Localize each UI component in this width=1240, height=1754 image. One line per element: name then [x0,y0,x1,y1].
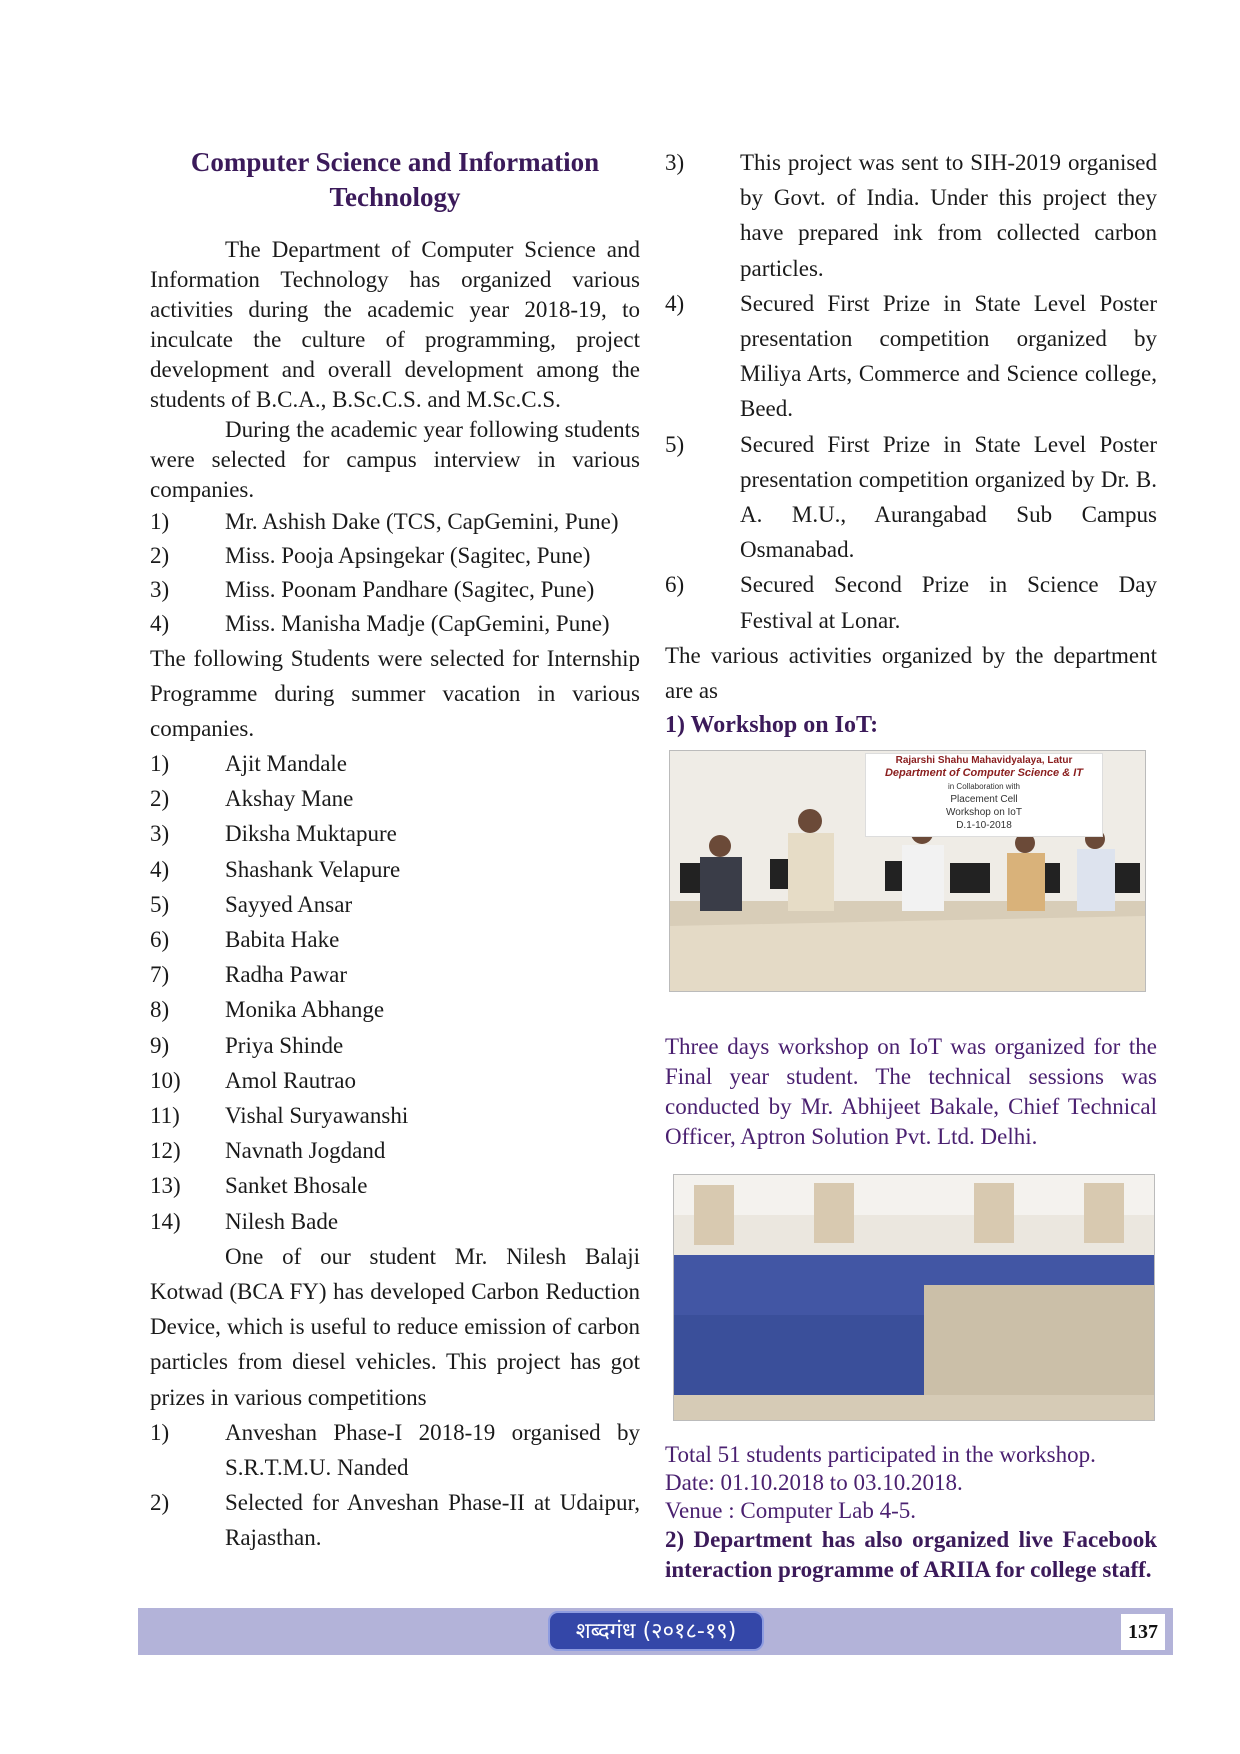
device-paragraph: One of our student Mr. Nilesh Balaji Kotwad (BCA FY) has developed Carbon Reduction Device, which is useful to reduce emission of carbon particles from diesel vehicles. This project has got prizes in various competitions [150,1243,640,1410]
list-item: 6) Babita Hake [150,927,340,953]
students-photo [673,1174,1155,1421]
list-item: 4) Secured First Prize in State Level Poster presentation competition organized by Miliya Arts, Commerce and Science college, Beed. [665,290,1157,422]
participants-text: Total 51 students participated in the workshop. [665,1441,1096,1467]
prize-list-left [150,1415,640,1555]
section-title: Computer Science and Information Technology [190,147,600,212]
list-item: 1) Ajit Mandale [150,751,347,776]
list-item: 4) Shashank Velapure [150,856,401,882]
workshop-date: Date: 01.10.2018 to 03.10.2018. [665,1469,963,1495]
page-number: 137 [1121,1614,1165,1650]
list-item: 1) Mr. Ashish Dake (TCS, CapGemini, Pune) [150,509,619,534]
page-footer [138,1608,1173,1655]
facebook-heading: 2) Department has also organized live Facebook interaction programme of ARIIA for college staff. [665,1526,1157,1582]
left-column [150,145,640,1555]
list-item: 2) Selected for Anveshan Phase-II at Udaipur, Rajasthan. [150,1489,640,1550]
list-item: 6) Secured Second Prize in Science Day Festival at Lonar. [665,572,1157,633]
list-item: 2) Akshay Mane [150,786,354,812]
list-item: 8) Monika Abhange [150,997,385,1023]
list-item: 7) Radha Pawar [150,962,347,988]
list-item: 13) Sanket Bhosale [150,1173,368,1199]
prize-list-right [665,145,1157,638]
list-item: 2) Miss. Pooja Apsingekar (Sagitec, Pune) [150,543,591,568]
workshop-banner: Rajarshi Shahu Mahavidyalaya, Latur Department of Computer Science & IT in Collaboration with Placement Cell Workshop on IoT D.1-10-2018 [865,753,1103,837]
list-item: 9) Priya Shinde [150,1032,344,1058]
list-item: 14) Nilesh Bade [150,1208,339,1234]
list-item: 1) Anveshan Phase-I 2018-19 organised by S.R.T.M.U. Nanded [150,1419,640,1480]
right-column [665,145,1157,1585]
internship-intro: The following Students were selected for Internship Programme during summer vacation in various companies. [150,646,640,741]
list-item: 5) Sayyed Ansar [150,891,353,917]
workshop-photo [669,750,1146,992]
workshop-heading: 1) Workshop on IoT: [665,711,879,738]
list-item: 3) This project was sent to SIH-2019 organised by Govt. of India. Under this project they have prepared ink from collected carbon particles. [665,150,1157,281]
campus-intro: During the academic year following students were selected for campus interview in various companies. [150,417,640,502]
list-item: 3) Miss. Poonam Pandhare (Sagitec, Pune) [150,577,595,602]
activities-intro: The various activities organized by the department are as [665,642,1157,703]
workshop-venue: Venue : Computer Lab 4-5. [665,1497,917,1523]
list-item: 10) Amol Rautrao [150,1067,356,1093]
intro-paragraph: The Department of Computer Science and Information Technology has organized various activities during the academic year 2018-19, to inculcate the culture of programming, project development and overall development among the students of B.C.A., B.Sc.C.S. and M.Sc.C.S. [150,237,640,412]
intern-list [150,746,640,1239]
magazine-title: शब्दगंध (२०१८-१९) [548,1611,764,1651]
workshop-description: Three days workshop on IoT was organized for the Final year student. The technical sessions was conducted by Mr. Abhijeet Bakale, Chief Technical Officer, Aptron Solution Pvt. Ltd. Delhi. [665,1033,1157,1149]
list-item: 3) Diksha Muktapure [150,821,397,847]
list-item: 5) Secured First Prize in State Level Poster presentation competition organized by Dr. B. A. M.U., Aurangabad Sub Campus Osmanabad. [665,431,1157,563]
list-item: 12) Navnath Jogdand [150,1138,386,1164]
students-photo-art [674,1175,1154,1420]
list-item: 4) Miss. Manisha Madje (CapGemini, Pune) [150,611,610,636]
list-item: 11) Vishal Suryawanshi [150,1103,409,1129]
campus-list [150,505,640,641]
